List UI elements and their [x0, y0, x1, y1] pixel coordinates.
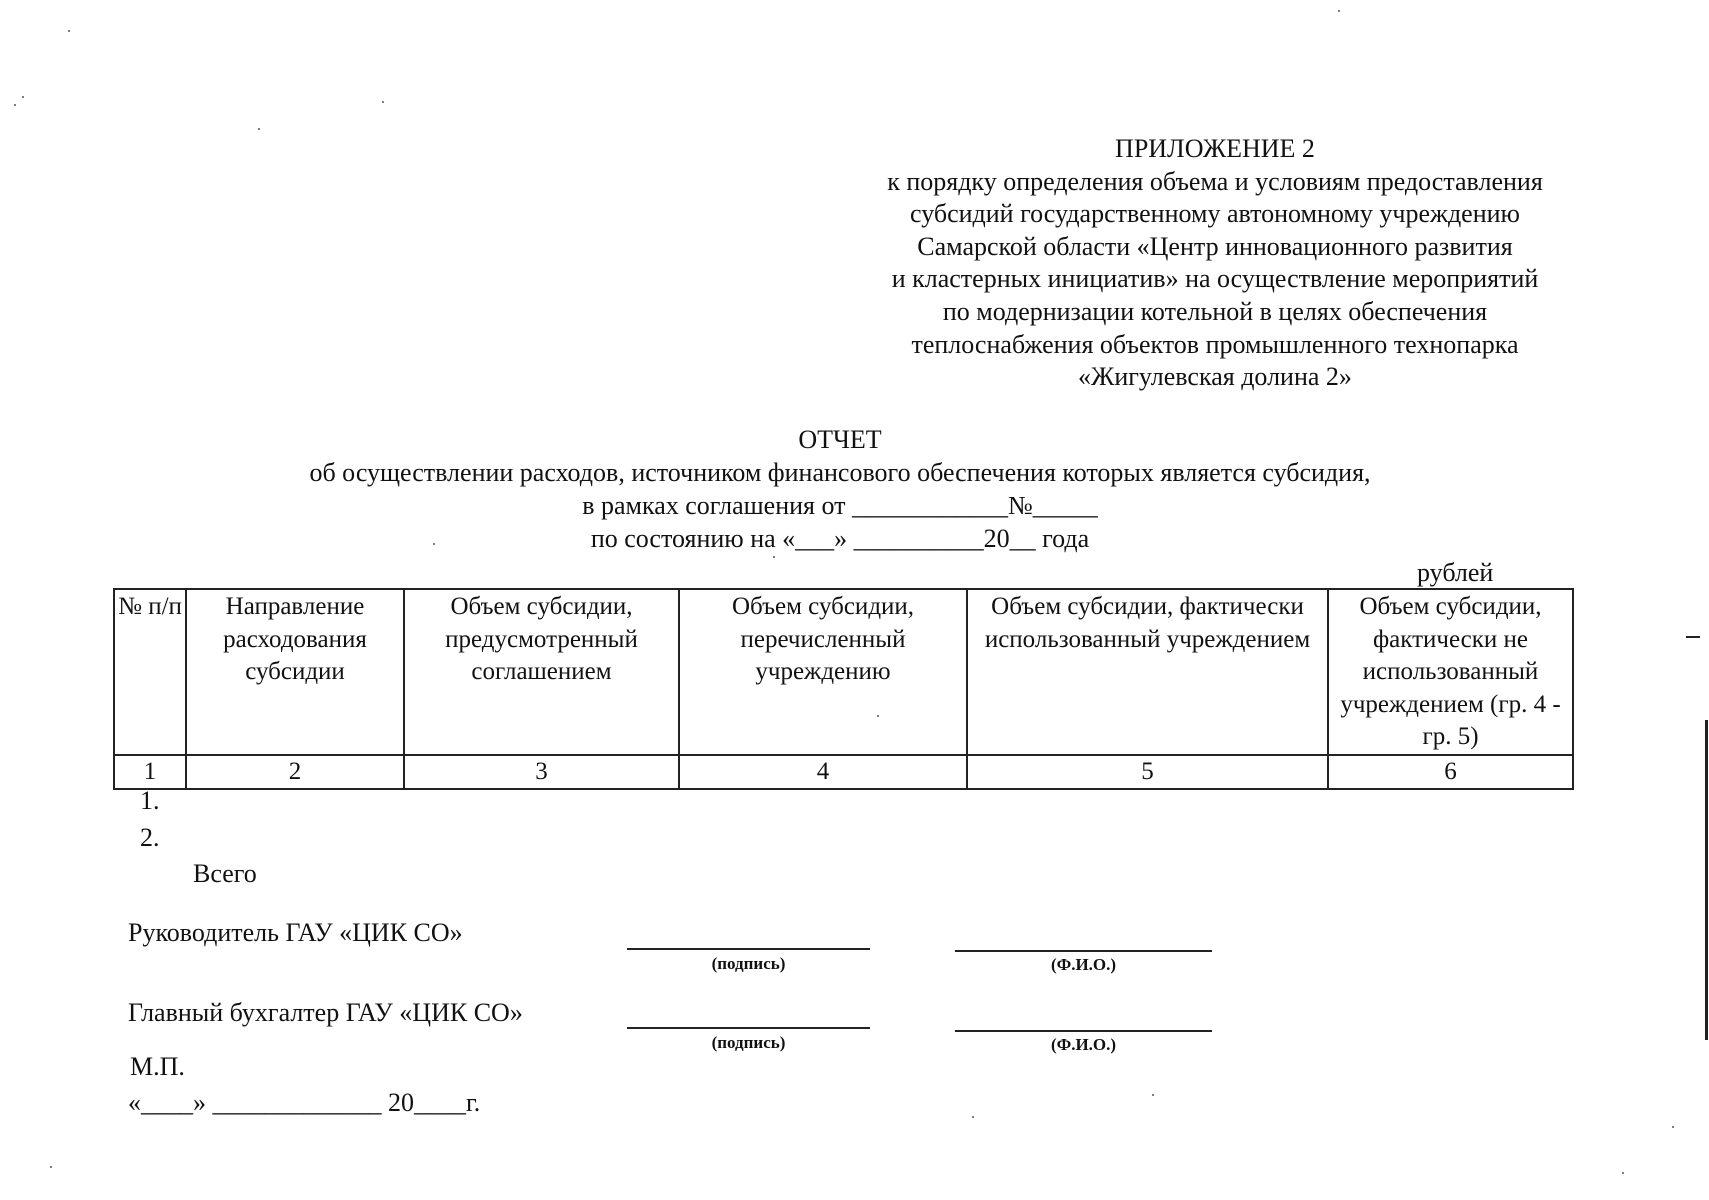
header-cell: Направление расходования субсидии [186, 589, 404, 755]
appendix-block [860, 133, 1570, 394]
agreement-line: в рамках соглашения от ____________№_____ [582, 491, 1098, 520]
column-number: 4 [679, 755, 967, 790]
appendix-line: «Жигулевская долина 2» [1078, 362, 1352, 392]
column-number-row [114, 755, 1573, 790]
scan-speck [14, 104, 16, 106]
stamp-label: М.П. [130, 1052, 185, 1081]
scan-edge [1705, 720, 1708, 1040]
scan-speck [258, 128, 260, 130]
appendix-line: по модернизации котельной в целях обеспечения [942, 296, 1488, 326]
column-number: 5 [967, 755, 1328, 790]
scan-speck [382, 101, 384, 103]
header-cell: № п/п [114, 589, 186, 755]
appendix-line: Самарской области «Центр инновационного развития [917, 231, 1513, 261]
appendix-label: ПРИЛОЖЕНИЕ 2 [1115, 134, 1315, 163]
head-signature-label: Руководитель ГАУ «ЦИК СО» [128, 918, 463, 947]
head-name-caption: (Ф.И.О.) [1050, 955, 1117, 974]
scan-dash [1686, 636, 1700, 638]
head-name-line [955, 950, 1212, 952]
appendix-line: и кластерных инициатив» на осуществление мероприятий [891, 264, 1539, 294]
header-cell: Объем субсидии, фактически не использованный учреждением (гр. 4 - гр. 5) [1328, 589, 1573, 755]
accountant-signature-label: Главный бухгалтер ГАУ «ЦИК СО» [128, 998, 523, 1027]
scan-speck [1152, 1094, 1154, 1096]
appendix-line: к порядку определения объема и условиям предоставления [887, 166, 1543, 196]
appendix-line: теплоснабжения объектов промышленного технопарка [911, 329, 1519, 359]
scan-speck [1338, 10, 1340, 12]
accountant-signature-line [627, 1027, 870, 1029]
report-title: ОТЧЕТ [798, 425, 882, 454]
scan-speck [50, 1166, 52, 1168]
column-number: 2 [186, 755, 404, 790]
currency-unit: рублей [1417, 558, 1494, 587]
report-date-line: по состоянию на «___» __________20__ года [590, 524, 1090, 553]
total-label: Всего [193, 859, 257, 888]
signature-date-line: «____» _____________ 20____г. [128, 1088, 481, 1117]
head-signature-caption: (подпись) [711, 954, 786, 973]
header-cell: Объем субсидии, фактически использованный учреждением [967, 589, 1328, 755]
scan-speck [22, 96, 24, 98]
column-number: 1 [114, 755, 186, 790]
report-subtitle: об осуществлении расходов, источником финансового обеспечения которых является субсидия, [309, 458, 1371, 487]
table-row-number: 2. [140, 823, 160, 852]
scan-speck [972, 1116, 974, 1118]
accountant-name-line [955, 1030, 1212, 1032]
scan-speck [1622, 1172, 1624, 1174]
appendix-line: субсидий государственному автономному учреждению [910, 199, 1520, 229]
header-cell: Объем субсидии, предусмотренный соглашением [404, 589, 679, 755]
scan-speck [1672, 1126, 1674, 1128]
head-signature-line [627, 948, 870, 950]
table-row-number: 1. [140, 786, 160, 815]
table-header-row [114, 589, 1573, 755]
scan-speck [68, 30, 70, 32]
column-number: 3 [404, 755, 679, 790]
report-heading [120, 423, 1560, 555]
column-number: 6 [1328, 755, 1573, 790]
scan-speck [773, 556, 775, 558]
header-cell: Объем субсидии, перечисленный учреждению [679, 589, 967, 755]
accountant-name-caption: (Ф.И.О.) [1050, 1035, 1117, 1054]
accountant-signature-caption: (подпись) [711, 1033, 786, 1052]
report-table [113, 588, 1574, 790]
